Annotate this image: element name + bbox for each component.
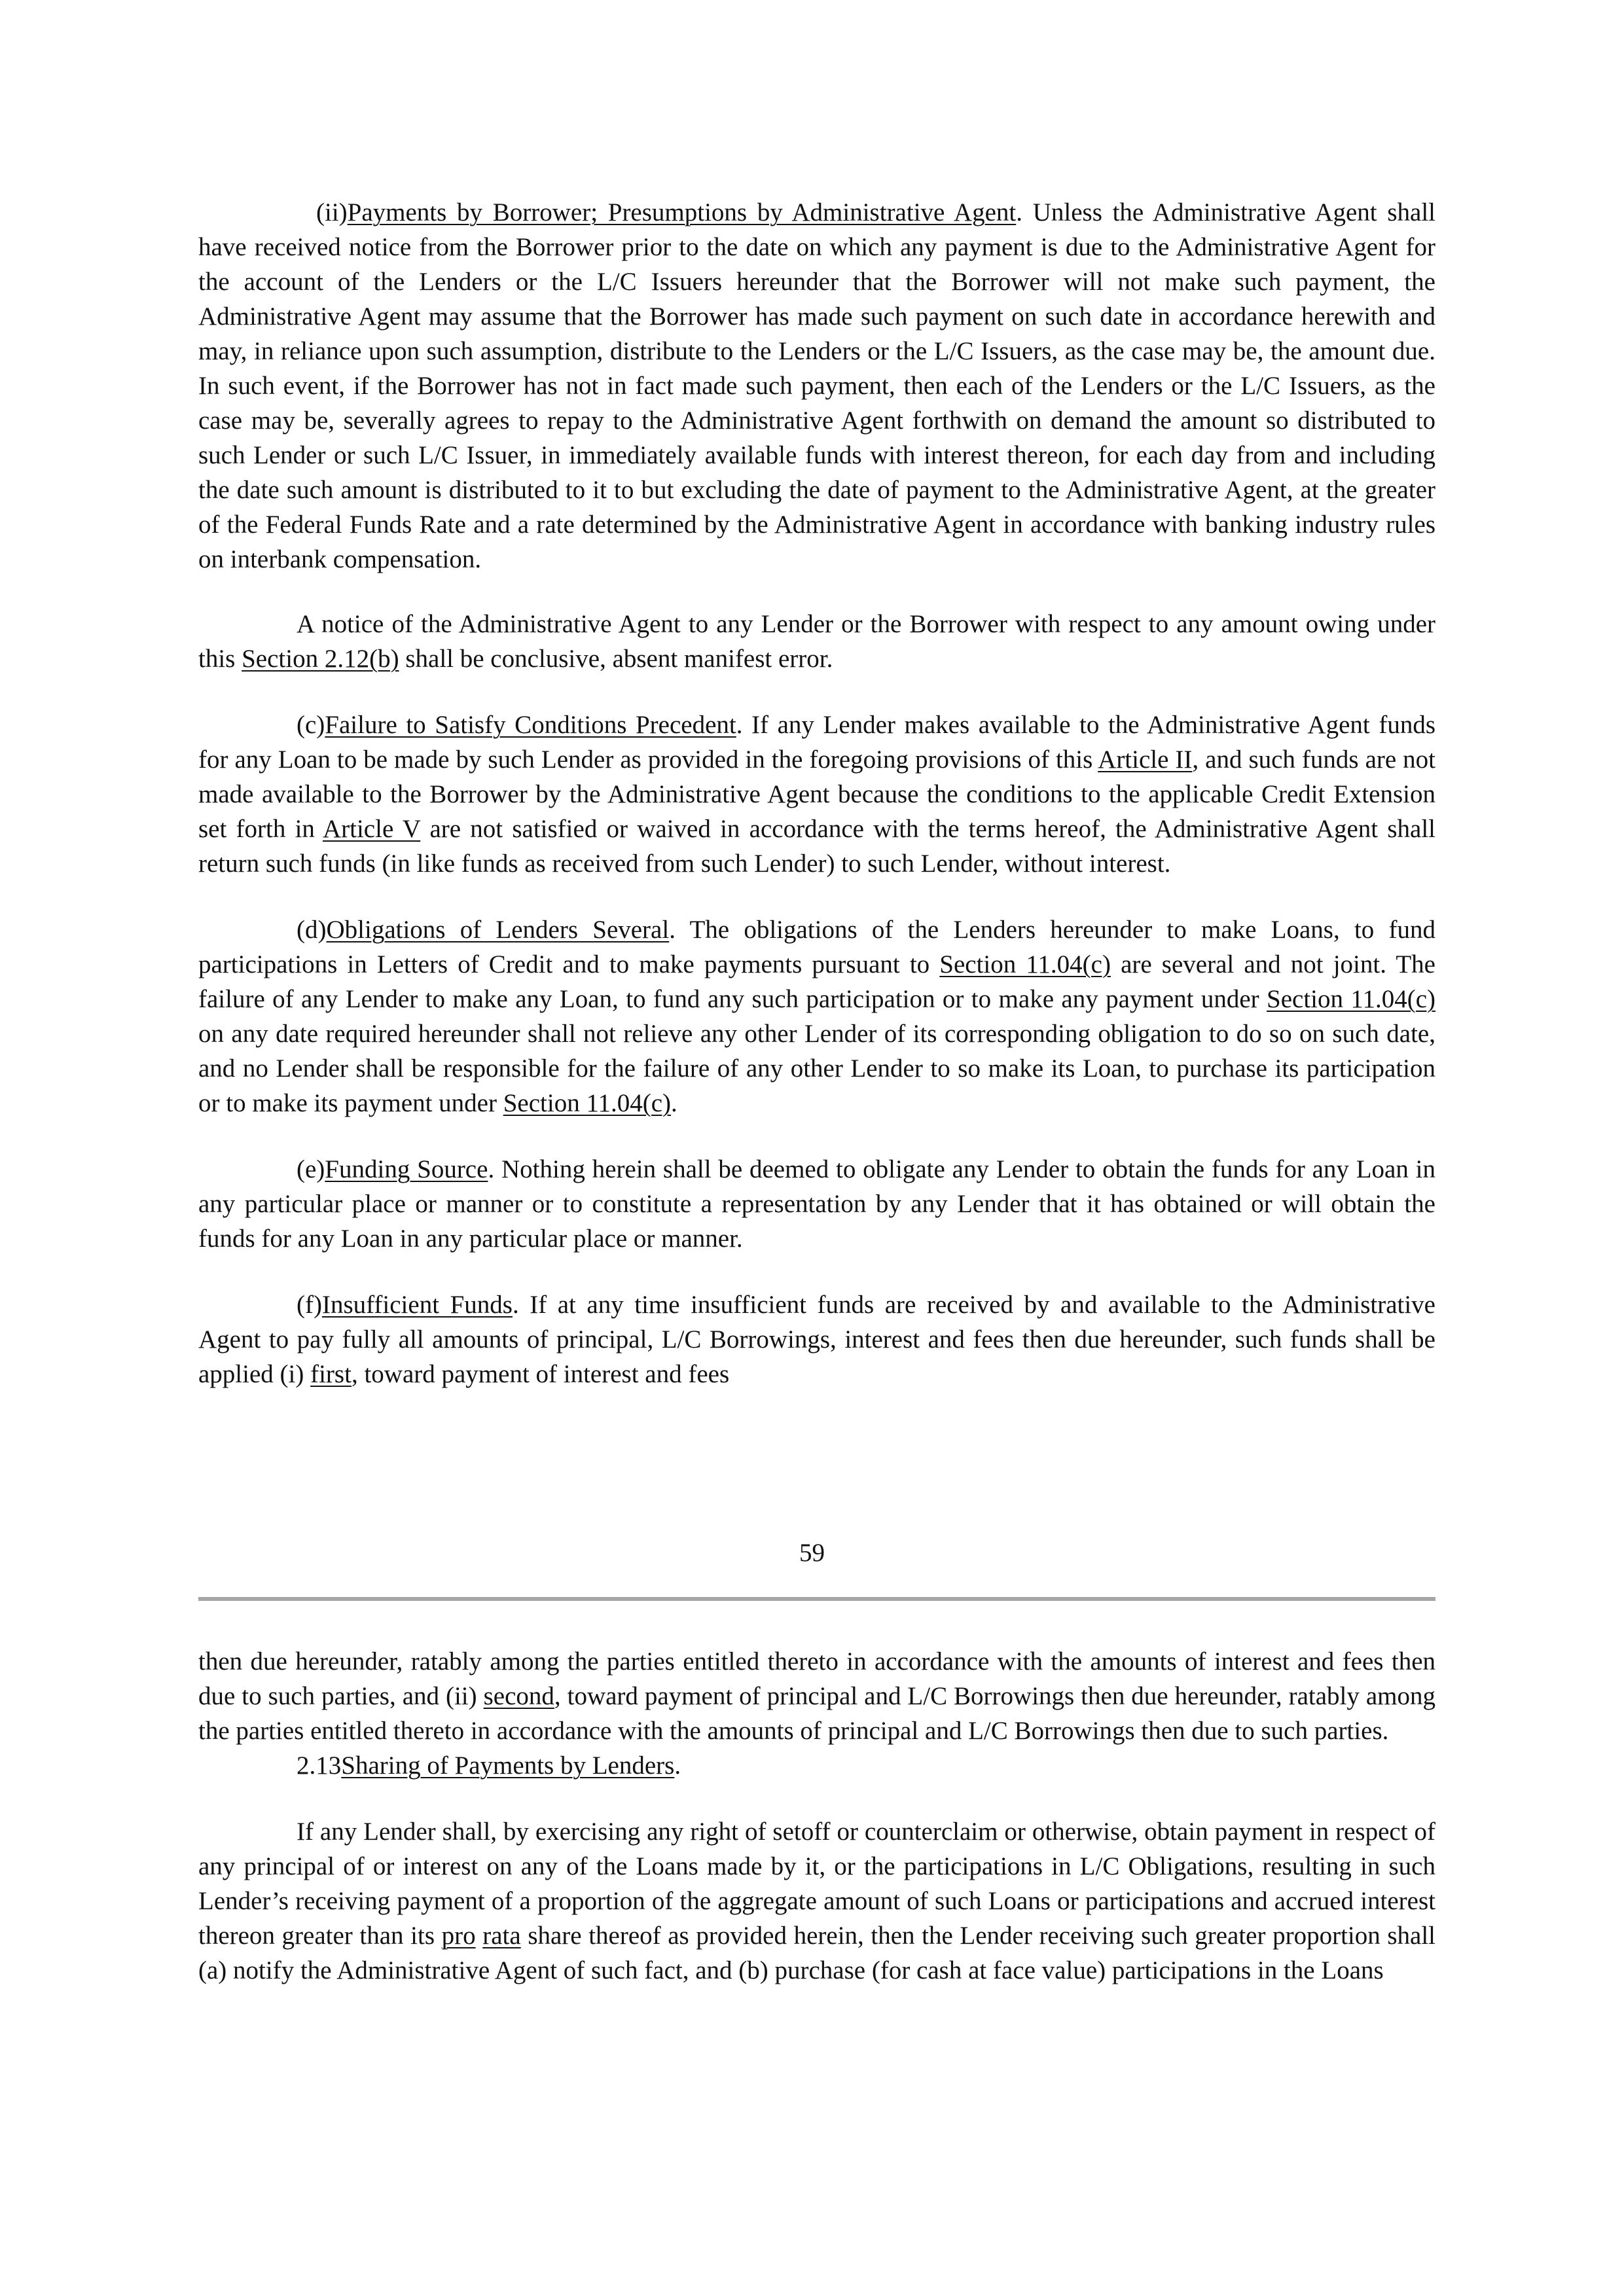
section-number: 2.13 <box>297 1751 342 1780</box>
clause-text: , toward payment of interest and fees <box>351 1360 730 1388</box>
clause-text: . If at any time insufficient funds are received by and available to the Administrative Agent to pay fully all amounts of principal, L/C Borrowings, interest and fees then due hereunder, such funds shall be applied (i) <box>198 1291 1435 1388</box>
emphasis-second: second <box>483 1682 554 1710</box>
clause-number: (d) <box>297 916 327 944</box>
clause-text <box>476 1922 483 1950</box>
article-reference: Article II <box>1098 745 1193 774</box>
clause-heading: Insufficient Funds <box>321 1291 513 1319</box>
clause-heading: Payments by Borrower; Presumptions by Administrative Agent <box>347 198 1017 226</box>
clause-text: are several and not joint. The failure of any Lender to make any Loan, to fund any such participation or to make any payment under <box>198 950 1435 1013</box>
clause-number: (f) <box>297 1291 322 1319</box>
clause-text: A notice of the Administrative Agent to any Lender or the Borrower with respect to any amount owing under this <box>198 610 1435 673</box>
section-reference: Section 2.12(b) <box>242 645 399 673</box>
clause-text: shall be conclusive, absent manifest error. <box>399 645 833 673</box>
clause-text: If any Lender shall, by exercising any right of setoff or counterclaim or otherwise, obtain payment in respect of any principal of or interest on any of the Loans made by it, or the participations in L/C Obligations, resulting in such Lender’s receiving payment of a proportion of the aggregate amount of such Loans or participations and accrued interest thereon greater than its <box>198 1818 1435 1950</box>
emphasis-first: first <box>310 1360 352 1388</box>
clause-text: share thereof as provided herein, then the Lender receiving such greater proportion shall (a) notify the Administrative Agent of such fact, and (b) purchase (for cash at face value) participations in the Loans <box>198 1922 1436 1984</box>
paragraph-d-obligations-several <box>198 912 1435 1121</box>
article-reference: Article V <box>322 815 421 843</box>
clause-text: on any date required hereunder shall not relieve any other Lender of its corresponding obligation to do so on such date, and no Lender shall be responsible for the failure of any other Lender to so make its Loan, to purchase its participation or to make its payment under <box>198 1020 1435 1117</box>
page-divider <box>198 1597 1435 1601</box>
clause-heading: Funding Source <box>325 1155 488 1183</box>
paragraph-f-continuation <box>198 1644 1435 1748</box>
paragraph-setoff <box>198 1814 1435 1988</box>
clause-number: (ii) <box>316 198 348 226</box>
section-title: Sharing of Payments by Lenders <box>341 1751 675 1780</box>
clause-text: . The obligations of the Lenders hereunder to make Loans, to fund participations in Letters of Credit and to make payments pursuant to <box>198 916 1436 978</box>
clause-heading: Failure to Satisfy Conditions Precedent <box>325 711 736 739</box>
clause-text: . <box>671 1089 677 1117</box>
clause-text: . Unless the Administrative Agent shall have received notice from the Borrower prior to the date on which any payment is due to the Administrative Agent for the account of the Lenders or the L/C Issuers hereunder that the Borrower will not make such payment, the Administrative Agent may assume that the Borrower has made such payment on such date in accordance herewith and may, in reliance upon such assumption, distribute to the Lenders or the L/C Issuers, as the case may be, the amount due. In such event, if the Borrower has not in fact made such payment, then each of the Lenders or the L/C Issuers, as the case may be, severally agrees to repay to the Administrative Agent forthwith on demand the amount so distributed to such Lender or such L/C Issuer, in immediately available funds with interest thereon, for each day from and including the date such amount is distributed to it to but excluding the date of payment to the Administrative Agent, at the greater of the Federal Funds Rate and a rate determined by the Administrative Agent in accordance with banking industry rules on interbank compensation. <box>198 198 1436 573</box>
paragraph-e-funding-source <box>198 1152 1435 1256</box>
clause-heading: Obligations of Lenders Several <box>326 916 670 944</box>
paragraph-c-failure-conditions <box>198 708 1435 881</box>
section-2-13-heading <box>198 1748 1435 1783</box>
emphasis-pro: pro <box>441 1922 476 1950</box>
paragraph-notice-conclusive <box>198 607 1435 676</box>
clause-text: then due hereunder, ratably among the parties entitled thereto in accordance with the amounts of interest and fees then due to such parties, and (ii) <box>198 1647 1435 1710</box>
paragraph-ii-payments-by-borrower <box>198 195 1435 577</box>
page-59-body <box>198 195 1435 1391</box>
clause-text: are not satisfied or waived in accordance with the terms hereof, the Administrative Agent shall return such funds (in like funds as received from such Lender) to such Lender, without interest. <box>198 815 1435 878</box>
clause-text: . If any Lender makes available to the Administrative Agent funds for any Loan to be made by such Lender as provided in the foregoing provisions of this <box>198 711 1435 774</box>
emphasis-rata: rata <box>482 1922 521 1950</box>
page-60-body <box>198 1644 1435 1988</box>
clause-text: , toward payment of principal and L/C Borrowings then due hereunder, ratably among the parties entitled thereto in accordance with the amounts of principal and L/C Borrowings then due to such parties. <box>198 1682 1436 1745</box>
section-reference: Section 11.04(c) <box>939 950 1111 978</box>
section-title-trail: . <box>674 1751 681 1780</box>
page-number: 59 <box>799 1539 825 1567</box>
clause-number: (c) <box>297 711 325 739</box>
clause-number: (e) <box>297 1155 325 1183</box>
clause-text: . Nothing herein shall be deemed to obligate any Lender to obtain the funds for any Loan in any particular place or manner or to constitute a representation by any Lender that it has obtained or will obtain the funds for any Loan in any particular place or manner. <box>198 1155 1436 1253</box>
section-reference: Section 11.04(c) <box>1267 985 1435 1013</box>
clause-text: , and such funds are not made available to the Borrower by the Administrative Agent because the conditions to the applicable Credit Extension set forth in <box>198 745 1436 843</box>
section-reference: Section 11.04(c) <box>503 1089 672 1117</box>
paragraph-f-insufficient-funds <box>198 1287 1435 1391</box>
